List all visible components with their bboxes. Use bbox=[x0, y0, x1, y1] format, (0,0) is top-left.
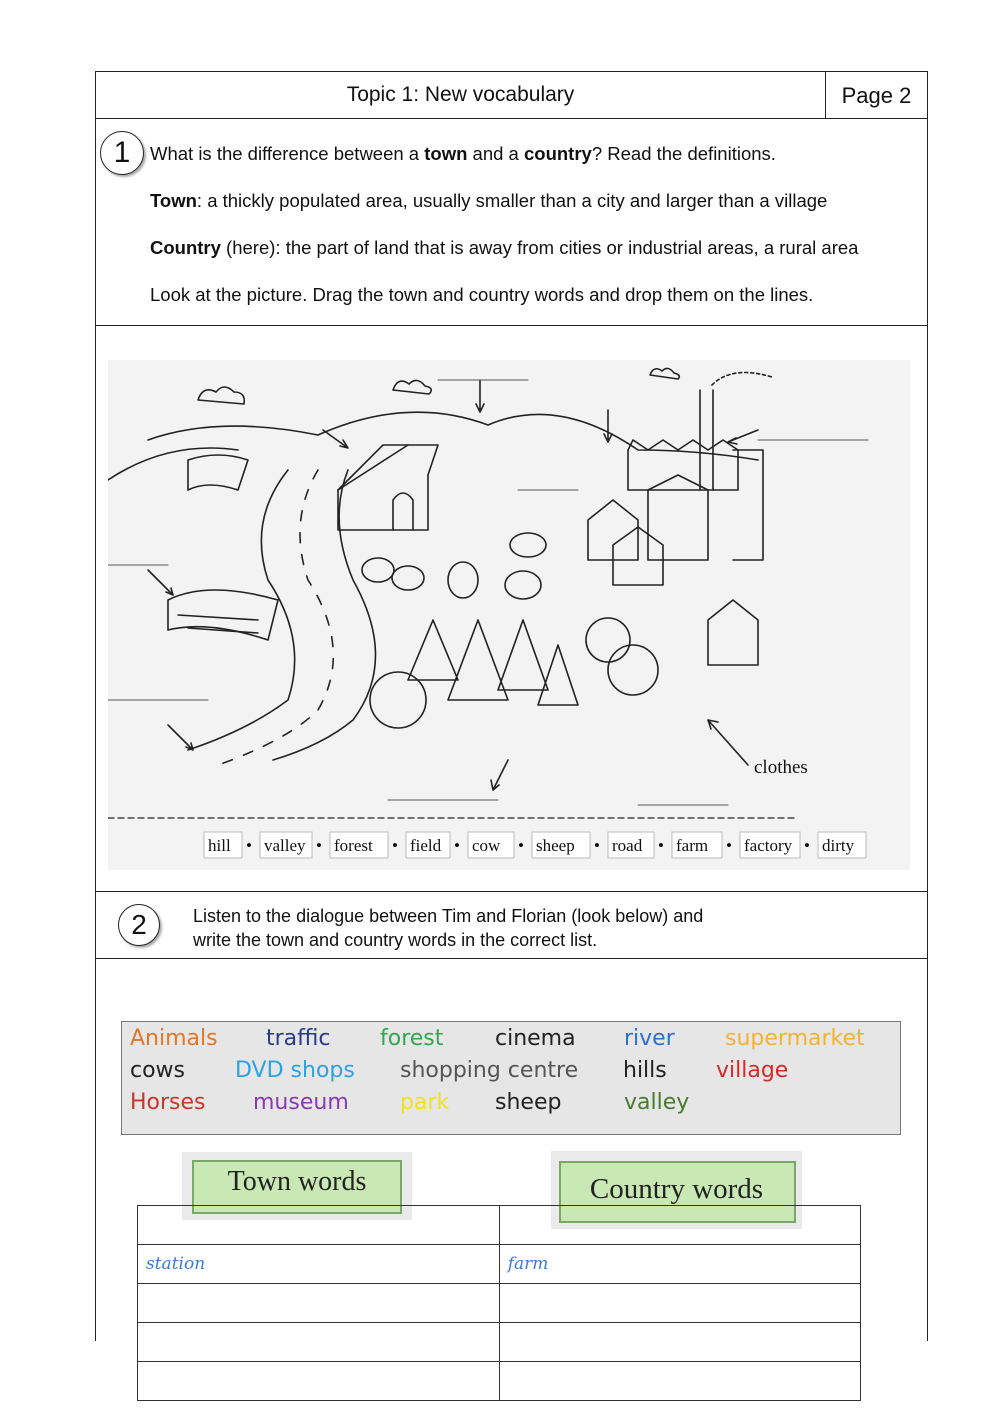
page-title: Topic 1: New vocabulary bbox=[346, 83, 575, 106]
cloud-icon bbox=[198, 387, 244, 404]
word-bank-item[interactable]: cinema bbox=[495, 1026, 576, 1051]
question-1-town: town bbox=[424, 143, 468, 164]
country-word-cell[interactable]: farm bbox=[499, 1245, 860, 1284]
word-separator: • bbox=[316, 836, 322, 855]
town-word-cell[interactable] bbox=[138, 1206, 500, 1245]
word-chip-cow[interactable]: cow bbox=[472, 836, 501, 855]
question-1-pre: What is the difference between a bbox=[150, 143, 425, 164]
word-bank-item[interactable]: park bbox=[400, 1090, 450, 1115]
table-row bbox=[138, 1206, 861, 1245]
country-definition bbox=[150, 237, 858, 259]
word-bank-item[interactable]: Horses bbox=[130, 1090, 206, 1115]
section-1-number: 1 bbox=[100, 131, 144, 175]
cloud-icon bbox=[650, 368, 679, 379]
country-word-cell[interactable] bbox=[499, 1206, 860, 1245]
country-word-cell[interactable] bbox=[499, 1323, 860, 1362]
country-word-cell[interactable] bbox=[499, 1284, 860, 1323]
word-bank-item[interactable]: sheep bbox=[495, 1090, 562, 1115]
table-row bbox=[138, 1323, 861, 1362]
table-row bbox=[138, 1362, 861, 1401]
word-separator: • bbox=[726, 836, 732, 855]
instruction-text: Look at the picture. Drag the town and country words and drop them on the lines. bbox=[150, 284, 814, 305]
word-bank-item[interactable]: forest bbox=[380, 1026, 444, 1051]
town-term: Town bbox=[150, 190, 197, 211]
word-chip-forest[interactable]: forest bbox=[334, 836, 373, 855]
town-word-cell[interactable] bbox=[138, 1362, 500, 1401]
country-term: Country bbox=[150, 237, 221, 258]
question-1-post: ? Read the definitions. bbox=[591, 143, 776, 164]
word-bank-item[interactable]: DVD shops bbox=[235, 1058, 355, 1083]
word-bank-item[interactable]: village bbox=[716, 1058, 789, 1083]
section-2-line-1: Listen to the dialogue between Tim and Florian (look below) and bbox=[193, 906, 704, 926]
frame-header-bottom bbox=[96, 118, 928, 119]
section-2-number: 2 bbox=[118, 904, 160, 946]
word-chips bbox=[204, 832, 866, 858]
country-word-cell[interactable] bbox=[499, 1362, 860, 1401]
clothes-label: clothes bbox=[754, 757, 808, 778]
word-bank-item[interactable]: shopping centre bbox=[400, 1058, 579, 1083]
frame-picture-bottom bbox=[96, 891, 928, 892]
word-separator: • bbox=[594, 836, 600, 855]
frame-section2-bottom bbox=[96, 958, 928, 959]
cloud-icon bbox=[393, 380, 431, 394]
town-word-cell[interactable] bbox=[138, 1284, 500, 1323]
word-chip-road[interactable]: road bbox=[612, 836, 643, 855]
word-bank-item[interactable]: cows bbox=[130, 1058, 186, 1083]
word-separator: • bbox=[246, 836, 252, 855]
word-bank-item[interactable]: traffic bbox=[266, 1026, 331, 1051]
word-bank-item[interactable]: valley bbox=[624, 1090, 690, 1115]
word-chip-valley[interactable]: valley bbox=[264, 836, 306, 855]
word-separator: • bbox=[804, 836, 810, 855]
word-bank-item[interactable]: Animals bbox=[130, 1026, 218, 1051]
table-row bbox=[138, 1284, 861, 1323]
word-chip-sheep[interactable]: sheep bbox=[536, 836, 575, 855]
word-separator: • bbox=[518, 836, 524, 855]
table-row bbox=[138, 1245, 861, 1284]
word-chip-dirty[interactable]: dirty bbox=[822, 836, 855, 855]
word-separator: • bbox=[392, 836, 398, 855]
words-table bbox=[137, 1205, 861, 1401]
word-chip-hill[interactable]: hill bbox=[208, 836, 231, 855]
question-1-country: country bbox=[523, 143, 592, 164]
frame-right bbox=[927, 71, 928, 1341]
frame-left bbox=[95, 71, 96, 1341]
word-bank-item[interactable]: river bbox=[624, 1026, 675, 1051]
town-def-text: : a thickly populated area, usually smaller than a city and larger than a village bbox=[196, 190, 828, 211]
word-bank-item[interactable]: museum bbox=[253, 1090, 349, 1115]
section-2-line-2: write the town and country words in the correct list. bbox=[193, 930, 598, 950]
country-words-label: Country words bbox=[589, 1173, 764, 1205]
word-chip-farm[interactable]: farm bbox=[676, 836, 709, 855]
question-1-mid: and a bbox=[467, 143, 524, 164]
town-definition bbox=[150, 190, 827, 212]
town-word-cell[interactable] bbox=[138, 1323, 500, 1362]
word-chip-factory[interactable]: factory bbox=[744, 836, 793, 855]
word-chip-field[interactable]: field bbox=[410, 836, 442, 855]
country-def-text: (here): the part of land that is away from cities or industrial areas, a rural area bbox=[220, 237, 859, 258]
word-separator: • bbox=[658, 836, 664, 855]
sketch-illustration bbox=[108, 360, 910, 870]
question-1 bbox=[150, 143, 776, 165]
frame-section1-bottom bbox=[96, 325, 928, 326]
word-bank-item[interactable]: hills bbox=[623, 1058, 667, 1083]
town-word-cell[interactable]: station bbox=[138, 1245, 500, 1284]
word-separator: • bbox=[454, 836, 460, 855]
town-words-label: Town words bbox=[227, 1166, 367, 1197]
town-country-picture bbox=[108, 360, 910, 870]
word-bank bbox=[121, 1021, 901, 1135]
page-number: Page 2 bbox=[841, 83, 912, 108]
word-bank-item[interactable]: supermarket bbox=[725, 1026, 865, 1051]
